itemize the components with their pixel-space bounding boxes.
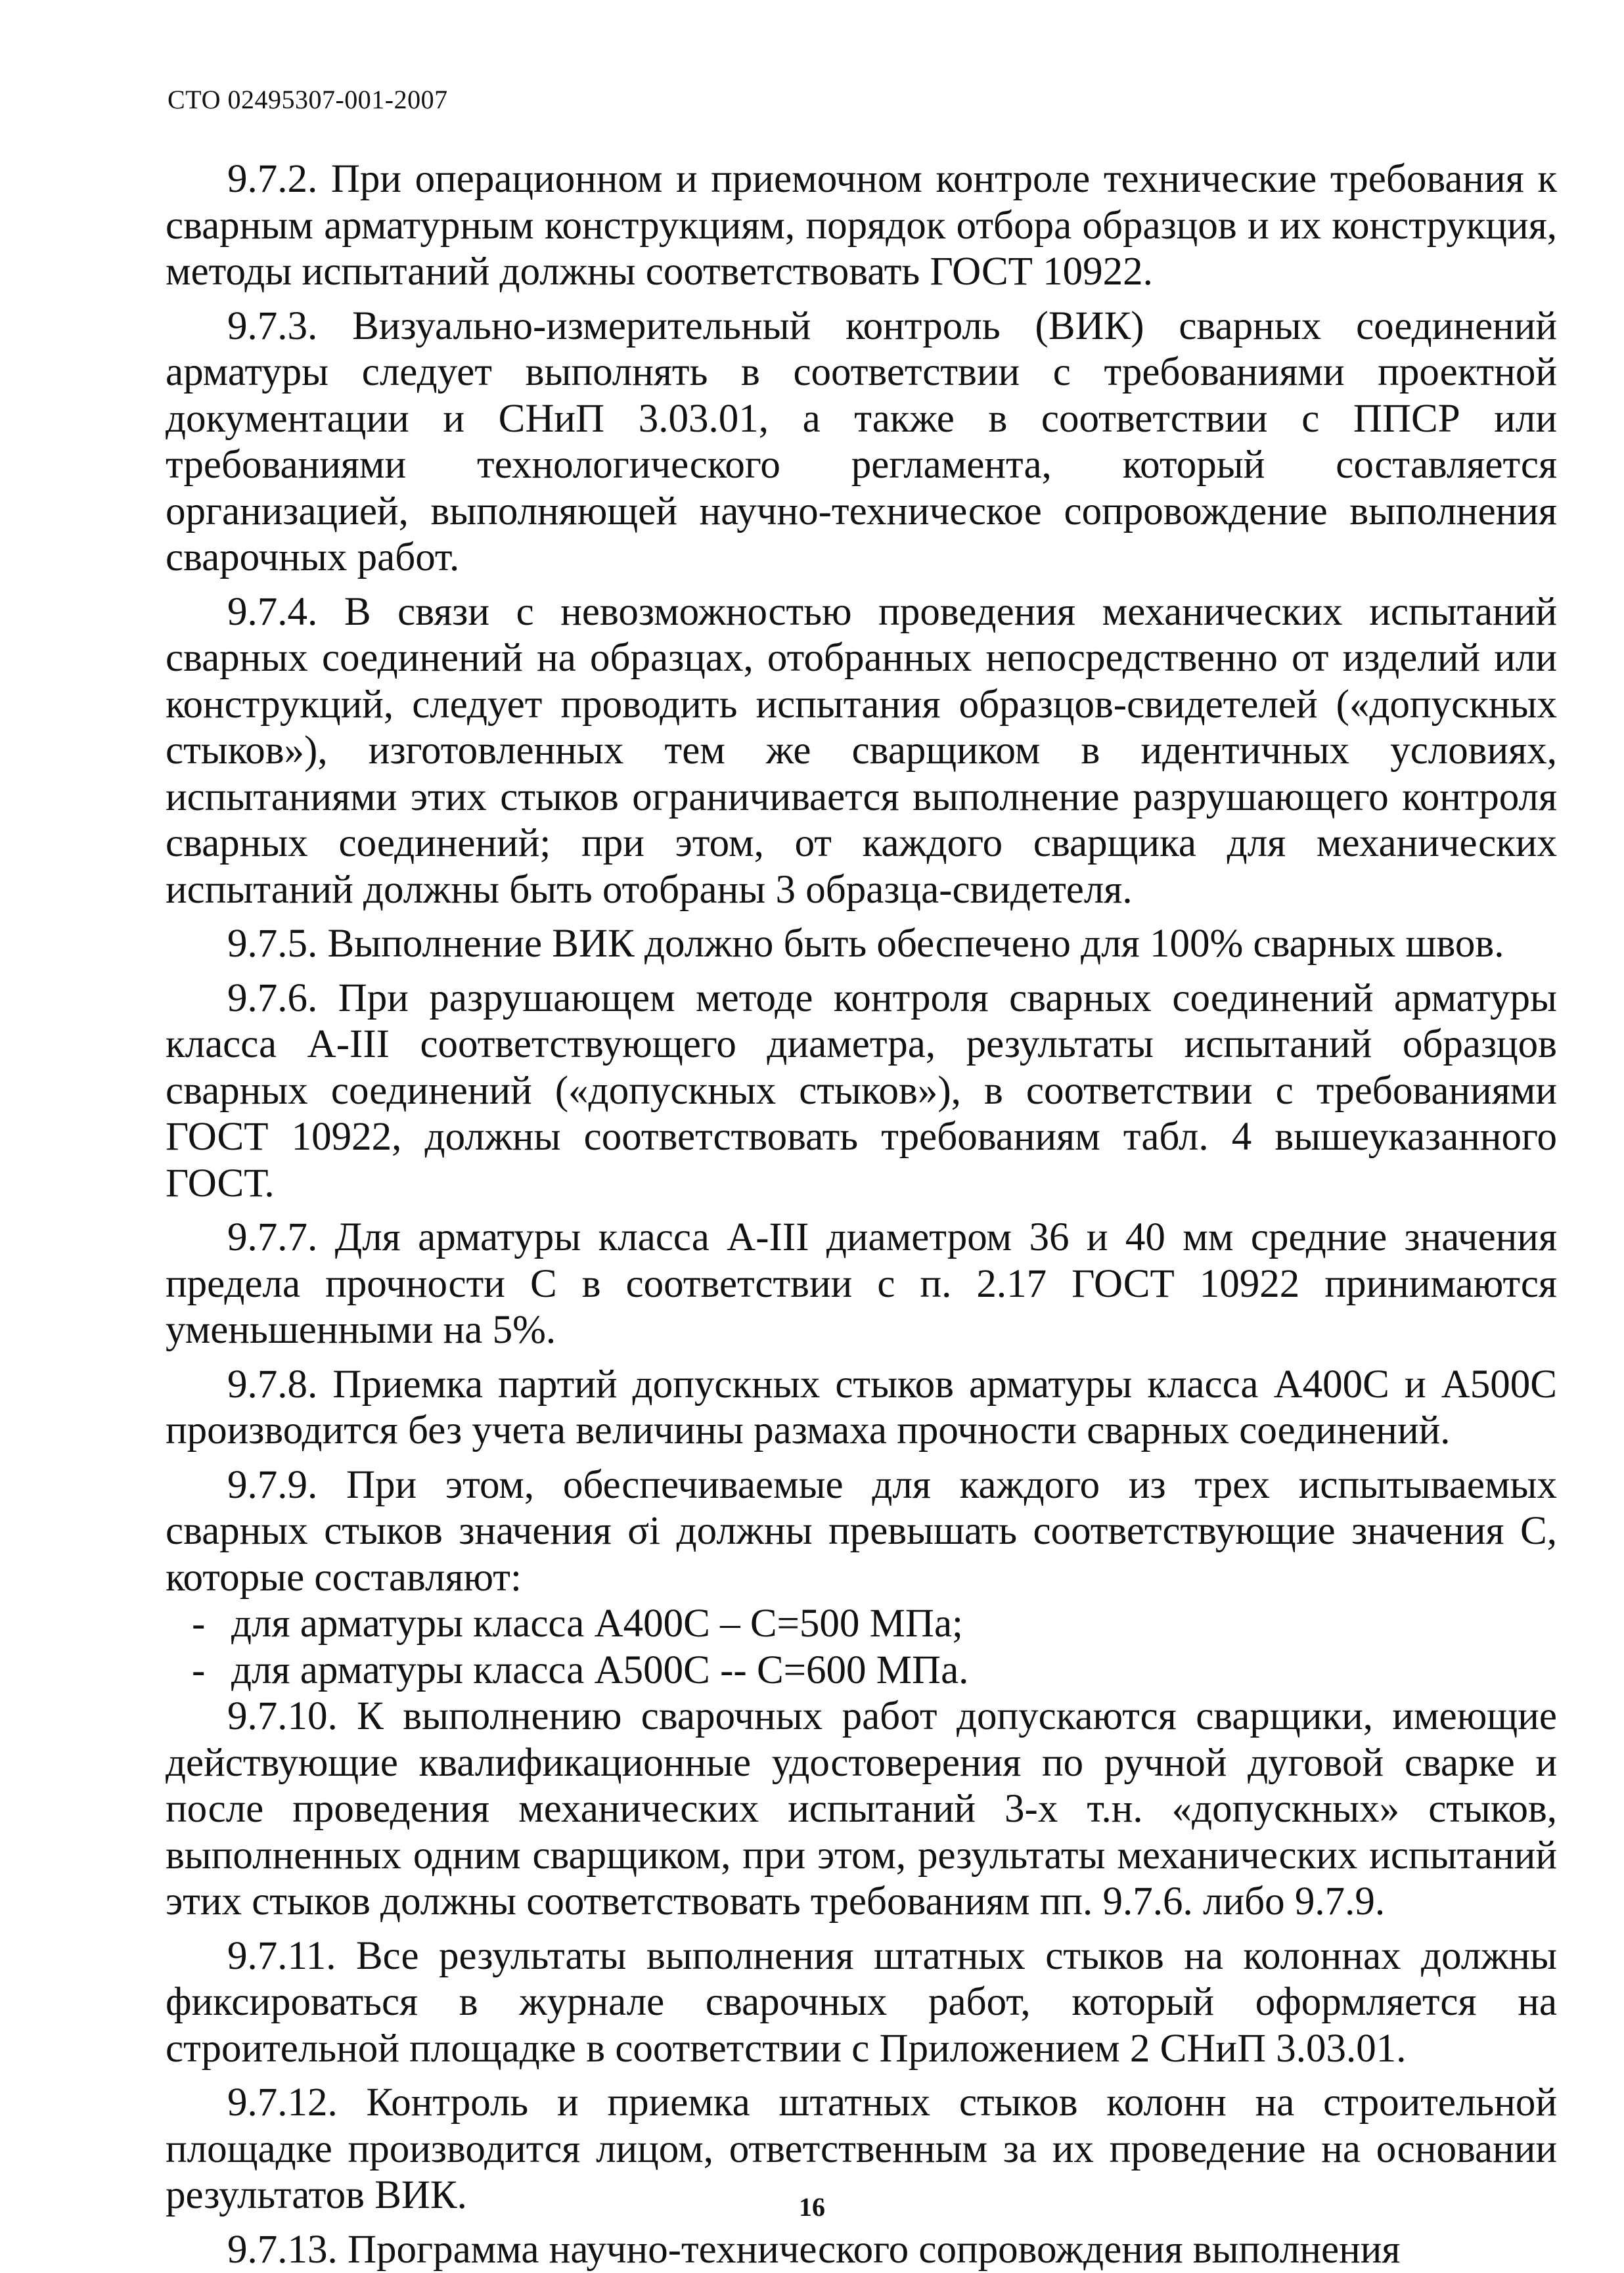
list-item <box>166 1648 1557 1694</box>
document-code-header: СТО 02495307-001-2007 <box>168 84 448 115</box>
paragraph-9-7-4: 9.7.4. В связи с невозможностью проведения механических испытаний сварных соединений на образцах, отобранных непосредственно от изделий или конструкций, следует проводить испытания образцов-свидетелей («допускных стыков»), изготовленных тем же сварщиком в идентичных условиях, испытаниями этих стыков ограничивается выполнение разрушающего контроля сварных соединений; при этом, от каждого сварщика для механических испытаний должны быть отобраны 3 образца-свидетеля. <box>166 589 1557 914</box>
paragraph-9-7-8: 9.7.8. Приемка партий допускных стыков арматуры класса А400С и А500С производится без учета величины размаха прочности сварных соединений. <box>166 1362 1557 1454</box>
list-dash: - <box>192 1648 231 1694</box>
page-number: 16 <box>0 2192 1624 2222</box>
paragraph-9-7-9: 9.7.9. При этом, обеспечиваемые для каждого из трех испытываемых сварных стыков значения σі должны превышать соответствующие значения С, которые составляют: <box>166 1462 1557 1602</box>
paragraph-9-7-10: 9.7.10. К выполнению сварочных работ допускаются сварщики, имеющие действующие квалификационные удостоверения по ручной дуговой сварке и после проведения механических испытаний 3-х т.н. «допускных» стыков, выполненных одним сварщиком, при этом, результаты механических испытаний этих стыков должны соответствовать требованиям пп. 9.7.6. либо 9.7.9. <box>166 1694 1557 1925</box>
paragraph-9-7-7: 9.7.7. Для арматуры класса А-III диаметром 36 и 40 мм средние значения предела прочности С в соответствии с п. 2.17 ГОСТ 10922 принимаются уменьшенными на 5%. <box>166 1215 1557 1354</box>
list-dash: - <box>192 1601 231 1648</box>
paragraph-9-7-11: 9.7.11. Все результаты выполнения штатных стыков на колоннах должны фиксироваться в журнале сварочных работ, который оформляется на строительной площадке в соответствии с Приложением 2 СНиП 3.03.01. <box>166 1933 1557 2073</box>
document-body <box>166 156 1557 2273</box>
list-item-text: для арматуры класса А400С – С=500 МПа; <box>231 1602 963 1646</box>
paragraph-9-7-12: 9.7.12. Контроль и приемка штатных стыков колонн на строительной площадке производится лицом, ответственным за их проведение на основании результатов ВИК. <box>166 2080 1557 2219</box>
list-item <box>166 1601 1557 1648</box>
list-item-text: для арматуры класса А500С -- С=600 МПа. <box>231 1648 968 1692</box>
paragraph-9-7-2: 9.7.2. При операционном и приемочном контроле технические требования к сварным арматурным конструкциям, порядок отбора образцов и их конструкция, методы испытаний должны соответствовать ГОСТ 10922. <box>166 156 1557 296</box>
paragraph-9-7-3: 9.7.3. Визуально-измерительный контроль (ВИК) сварных соединений арматуры следует выполнять в соответствии с требованиями проектной документации и СНиП 3.03.01, а также в соответствии с ППСР или требованиями технологического регламента, который составляется организацией, выполняющей научно-техническое сопровождение выполнения сварочных работ. <box>166 304 1557 581</box>
paragraph-9-7-13: 9.7.13. Программа научно-технического сопровождения выполнения <box>166 2227 1557 2273</box>
paragraph-9-7-6: 9.7.6. При разрушающем методе контроля сварных соединений арматуры класса А-III соответствующего диаметра, результаты испытаний образцов сварных соединений («допускных стыков»), в соответствии с требованиями ГОСТ 10922, должны соответствовать требованиям табл. 4 вышеуказанного ГОСТ. <box>166 976 1557 1207</box>
paragraph-9-7-5: 9.7.5. Выполнение ВИК должно быть обеспечено для 100% сварных швов. <box>166 921 1557 968</box>
